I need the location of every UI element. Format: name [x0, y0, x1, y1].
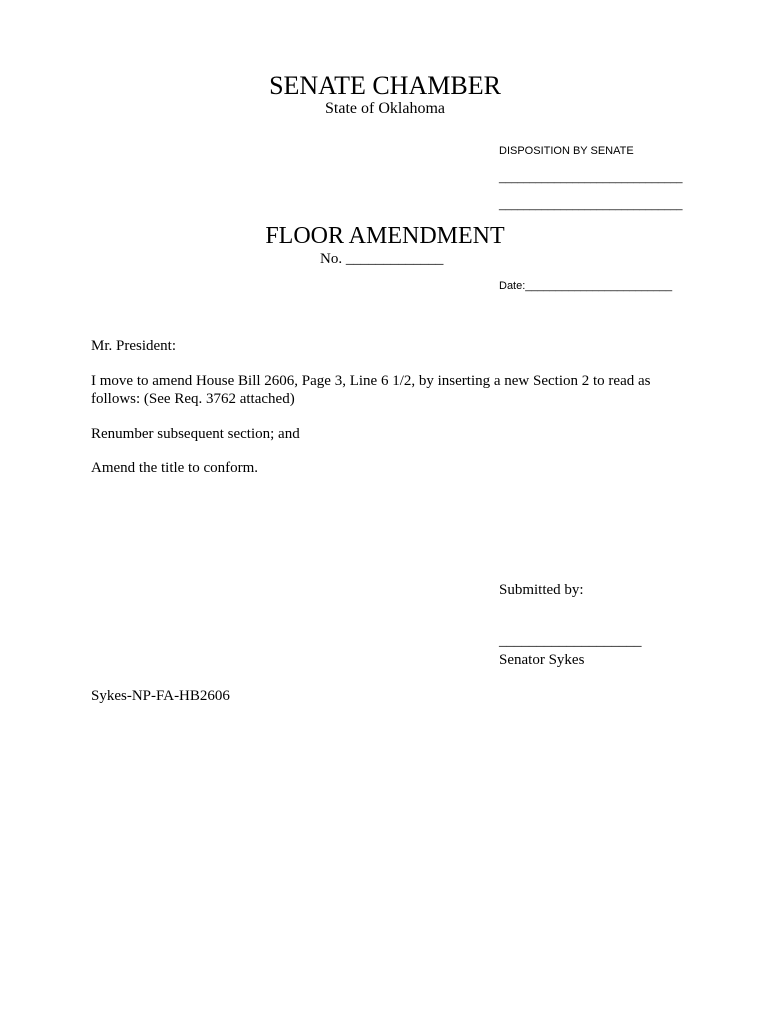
amend-title-text: Amend the title to conform.: [91, 460, 259, 476]
page-title: SENATE CHAMBER: [269, 71, 501, 100]
submitted-by-label: Submitted by:: [499, 582, 584, 598]
date-field: Date:________________________: [499, 280, 673, 292]
signer-name: Senator Sykes: [499, 652, 585, 668]
renumber-text: Renumber subsequent section; and: [91, 426, 300, 442]
disposition-line: ______________________________: [499, 172, 683, 184]
amendment-title: FLOOR AMENDMENT: [265, 223, 505, 249]
disposition-line: ______________________________: [499, 199, 683, 211]
document-code: Sykes-NP-FA-HB2606: [91, 688, 230, 704]
motion-text: I move to amend House Bill 2606, Page 3, Line 6 1/2, by inserting a new Section 2 to read as follows: (See Req. 3762 attached): [91, 373, 651, 407]
signature-line: ___________________: [499, 633, 642, 649]
salutation: Mr. President:: [91, 338, 176, 354]
amendment-number: No. _____________: [320, 251, 444, 267]
page-subtitle: State of Oklahoma: [325, 100, 445, 117]
disposition-label: DISPOSITION BY SENATE: [499, 145, 634, 157]
